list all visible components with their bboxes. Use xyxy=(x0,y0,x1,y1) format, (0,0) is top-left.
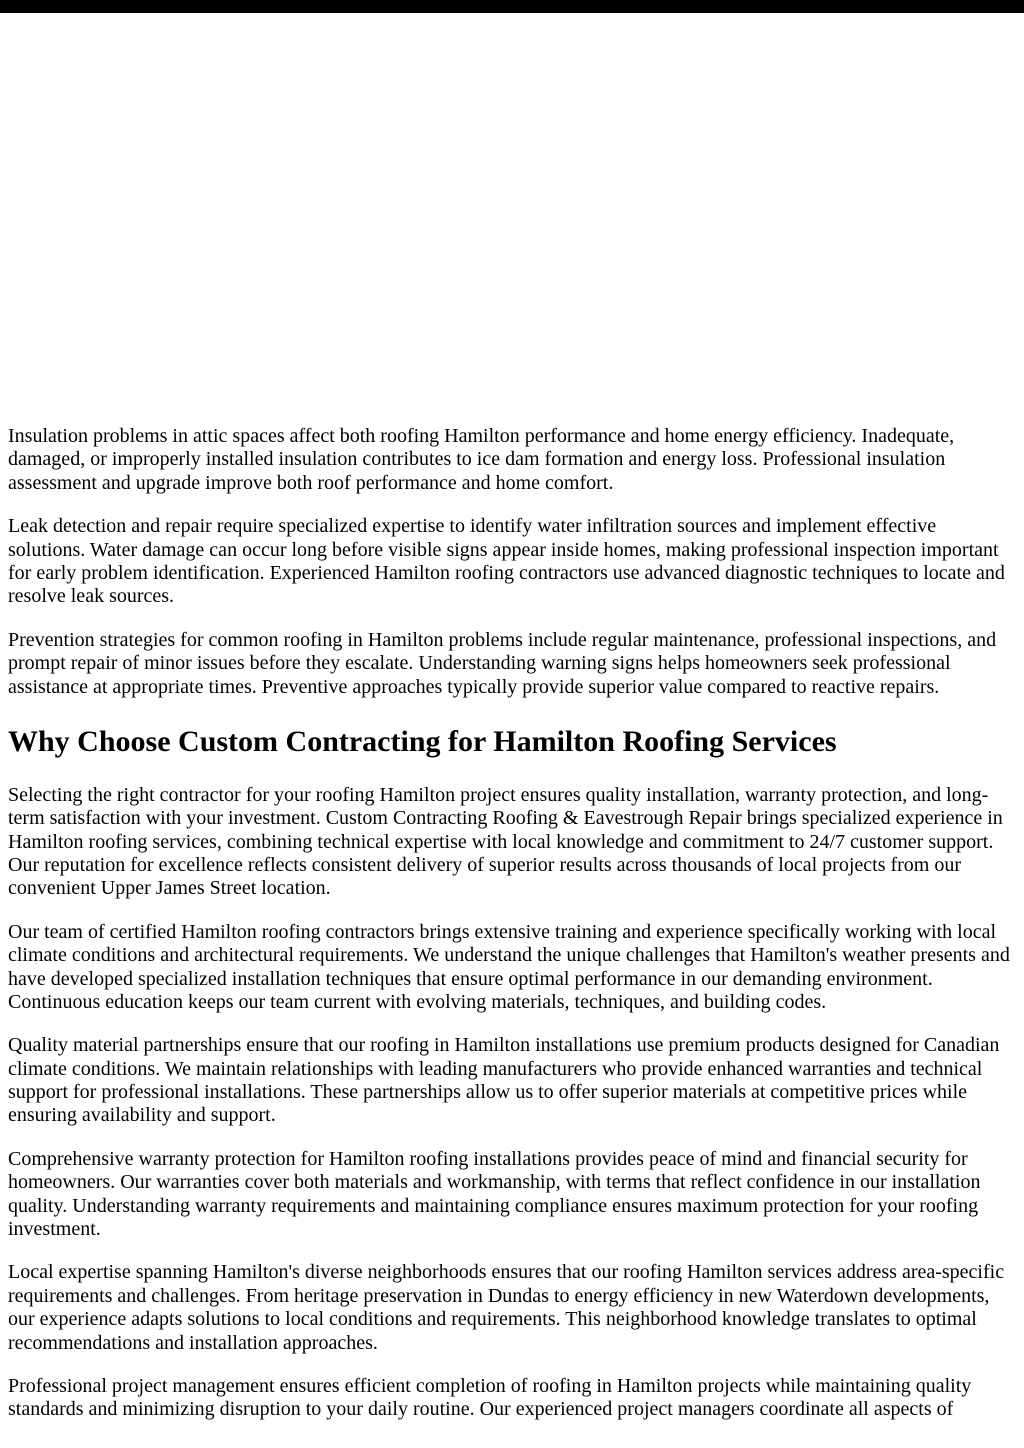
paragraph-leak-detection: Leak detection and repair require specialized expertise to identify water infiltration sources and implement effective solutions. Water damage can occur long before visible signs appear inside homes, making professional inspection important for early problem identification. Experienced Hamilton roofing contractors use advanced diagnostic techniques to locate and resolve leak sources. xyxy=(8,515,1005,608)
section-heading: Why Choose Custom Contracting for Hamilton Roofing Services xyxy=(8,724,837,758)
paragraph-prevention: Prevention strategies for common roofing in Hamilton problems include regular maintenance, professional inspections, and prompt repair of minor issues before they escalate. Understanding warning signs helps homeowners seek professional assistance at appropriate times. Preventive approaches typically provide superior value compared to reactive repairs. xyxy=(8,628,997,698)
paragraph-warranty-protection: Comprehensive warranty protection for Hamilton roofing installations provides peace of mind and financial security for homeowners. Our warranties cover both materials and workmanship, with terms that reflect confidence in our installation quality. Understanding warranty requirements and maintaining compliance ensures maximum protection for your roofing investment. xyxy=(8,1147,981,1241)
paragraph-certified-team: Our team of certified Hamilton roofing contractors brings extensive training and experience specifically working with local climate conditions and architectural requirements. We understand the unique challenges that Hamilton's weather presents and have developed specialized installation techniques that ensure optimal performance in our demanding environment. Continuous education keeps our team current with evolving materials, techniques, and building codes. xyxy=(8,920,1010,1013)
paragraph-selecting-contractor: Selecting the right contractor for your roofing Hamilton project ensures quality installation, warranty protection, and long-term satisfaction with your investment. Custom Contracting Roofing & Eavestrough Repair brings specialized experience in Hamilton roofing services, combining technical expertise with local knowledge and commitment to 24/7 customer support. Our reputation for excellence reflects consistent delivery of superior results across thousands of local projects from our convenient Upper James Street location. xyxy=(8,783,1003,900)
paragraph-project-management: Professional project management ensures efficient completion of roofing in Hamilton projects while maintaining quality standards and minimizing disruption to your daily routine. Our experienced project managers coordinate all aspects of xyxy=(8,1374,972,1421)
blank-area xyxy=(8,13,1016,405)
paragraph-local-expertise: Local expertise spanning Hamilton's diverse neighborhoods ensures that our roofing Hamilton services address area-specific requirements and challenges. From heritage preservation in Dundas to energy efficiency in new Waterdown developments, our experience adapts solutions to local conditions and requirements. This neighborhood knowledge translates to optimal recommendations and installation approaches. xyxy=(8,1261,1005,1354)
top-bar xyxy=(0,0,1024,13)
paragraph-insulation: Insulation problems in attic spaces affect both roofing Hamilton performance and home energy efficiency. Inadequate, damaged, or improperly installed insulation contributes to ice dam formation and energy loss. Professional insulation assessment and upgrade improve both roof performance and home comfort. xyxy=(8,425,955,494)
paragraph-material-partnerships: Quality material partnerships ensure that our roofing in Hamilton installations use premium products designed for Canadian climate conditions. We maintain relationships with leading manufacturers who provide enhanced warranties and technical support for professional installations. These partnerships allow us to offer superior materials at competitive prices while ensuring availability and support. xyxy=(8,1034,1000,1127)
article xyxy=(8,13,1016,1422)
